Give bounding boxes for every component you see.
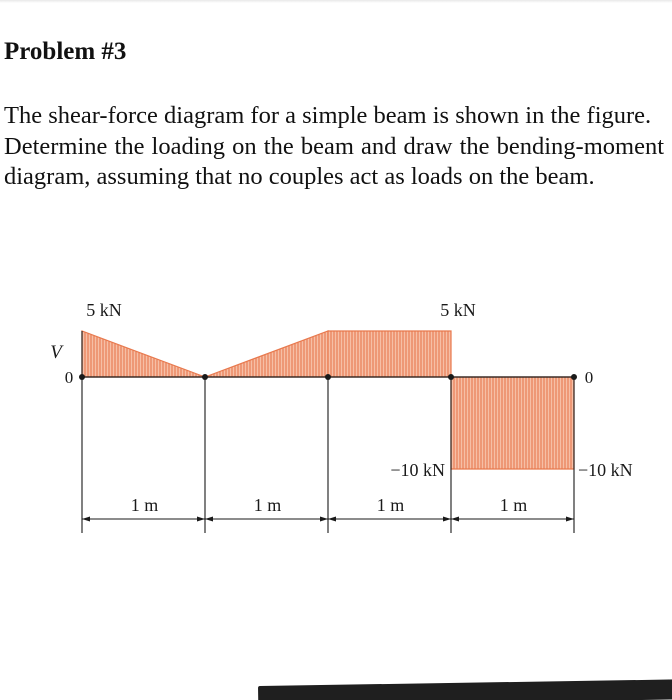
key-point-4 bbox=[571, 374, 577, 380]
dimension-arrow-left-1 bbox=[197, 517, 205, 522]
value-label-1: 5 kN bbox=[86, 300, 122, 320]
value-label-3: −10 kN bbox=[390, 460, 445, 480]
dimension-arrow-left-2 bbox=[320, 517, 328, 522]
dimension-arrow-right-3 bbox=[451, 517, 459, 522]
shear-region-3 bbox=[328, 331, 451, 377]
key-point-2 bbox=[325, 374, 331, 380]
dimension-arrow-left-3 bbox=[443, 517, 451, 522]
zero-label-left: 0 bbox=[64, 368, 74, 387]
zero-label-right: 0 bbox=[584, 368, 594, 387]
shear-region-5 bbox=[451, 377, 574, 469]
segment-label-1: 1 m bbox=[130, 495, 159, 515]
dimension-arrow-right-2 bbox=[328, 517, 336, 522]
value-label-4: −10 kN bbox=[578, 460, 633, 480]
dimension-arrow-right-1 bbox=[205, 517, 213, 522]
value-label-2: 5 kN bbox=[440, 300, 476, 320]
segment-label-3: 1 m bbox=[376, 495, 405, 515]
dimension-arrow-left-4 bbox=[566, 517, 574, 522]
key-point-3 bbox=[448, 374, 454, 380]
dimension-arrow-right-0 bbox=[82, 517, 90, 522]
problem-paragraph-2: Determine the loading on the beam and draw the bending-moment diagram, assuming that no couples act as loads on the beam. bbox=[4, 132, 664, 190]
shear-region-1 bbox=[82, 331, 205, 377]
problem-heading: Problem #3 bbox=[4, 38, 127, 65]
key-point-1 bbox=[202, 374, 208, 380]
key-point-0 bbox=[79, 374, 85, 380]
segment-label-2: 1 m bbox=[253, 495, 282, 515]
segment-label-4: 1 m bbox=[499, 495, 528, 515]
problem-paragraph-1: The shear-force diagram for a simple beam is shown in the figure. bbox=[4, 102, 652, 129]
v-axis-label: V bbox=[50, 342, 62, 363]
shear-region-2 bbox=[205, 331, 328, 377]
